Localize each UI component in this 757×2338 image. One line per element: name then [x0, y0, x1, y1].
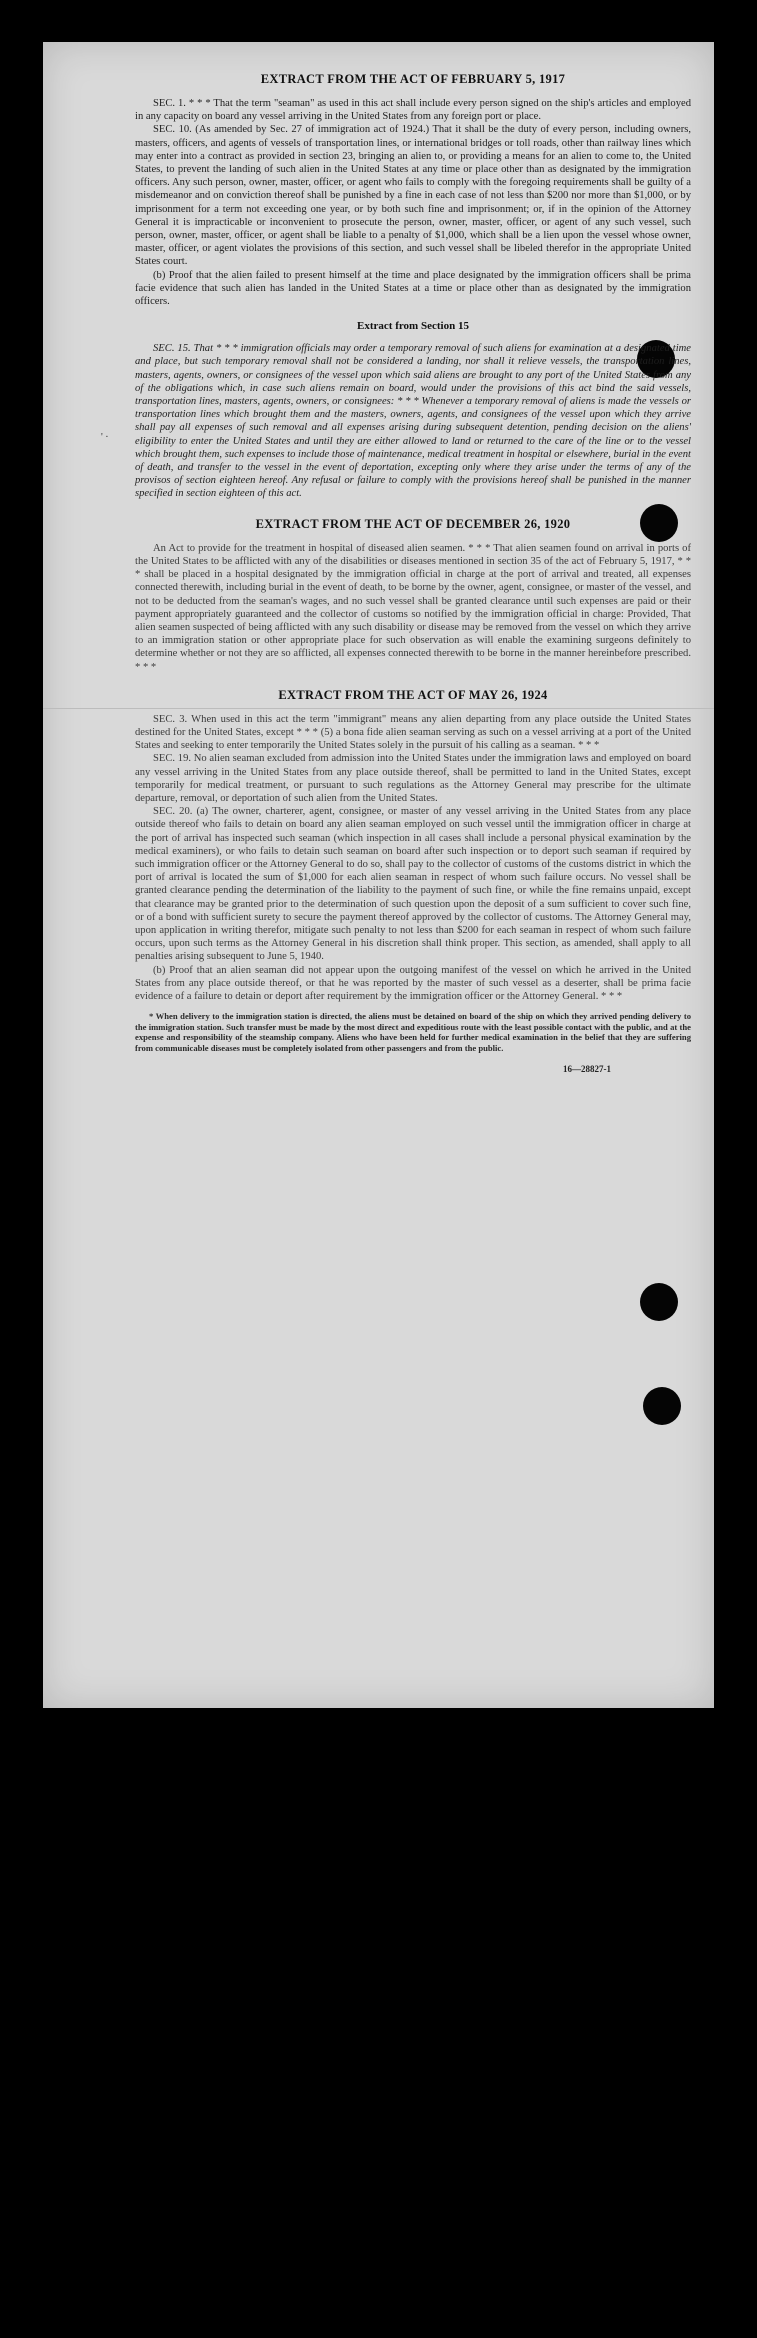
paragraph: (b) Proof that the alien failed to present himself at the time and place designated by the immigration officers shall be prima facie evidence that such alien has landed in the United States at a time or place other than as designated by the immigration officers.: [135, 269, 691, 308]
paragraph: (b) Proof that an alien seaman did not appear upon the outgoing manifest of the vessel on which he arrived in the United States from any place outside thereof, or that he was reported by the master of such vessel as a deserter, shall be prima facie evidence of a failure to detain or deport after requirement by the immigration officer or the Attorney General. * * *: [135, 964, 691, 1002]
paragraph: SEC. 10. (As amended by Sec. 27 of immigration act of 1924.) That it shall be the duty of every person, including owners, masters, officers, and agents of vessels of transportation lines, or international bridges or toll roads, other than railway lines which may enter into a contract as provided in section 23, bringing an alien to, or providing a means for an alien to come to, the United States, to prevent the landing of such alien in the United States at any time or place other than as designated by the immigration officers. Any such person, owner, master, officer, or agent who fails to comply with the foregoing requirements shall be guilty of a misdemeanor and on conviction thereof shall be punished by a fine in each case of not less than $200 nor more than $1,000, or by imprisonment for a term not exceeding one year, or by both such fine and imprisonment; or, if in the opinion of the Attorney General it is impracticable or inconvenient to prosecute the person, owner, master, officer, or agent of any such vessel, such person, owner, master, officer, or agent shall be liable to a penalty of $1,000, which shall be a lien upon the vessel whose owner, master, officer, or agent violates the provisions of this section, and such vessel shall be libeled therefor in the appropriate United States court.: [135, 124, 691, 268]
paragraph: SEC. 15. That * * * immigration officials may order a temporary removal of such aliens for examination at a designated time and place, but such temporary removal shall not be considered a landing, nor shall it relieve vessels, the transportation lines, masters, agents, owners, or consignees of the vessel upon which said aliens are brought to any port of the United States from any of the obligations which, in case such aliens remain on board, would under the provisions of this act bind the said vessels, transportation lines, masters, agents, owners, or consignees: * * * Whenever a temporary removal of aliens is made the vessels or transportation lines which brought them and the masters, owners, agents, and consignees of the vessel upon which they arrive shall pay all expenses of such removal and all expenses arising during subsequent detention, pending decision on the aliens' eligibility to enter the United States and until they are either allowed to land or returned to the care of the line or to the vessel which brought them, such expenses to include those of maintenance, medical treatment in hospital or elsewhere, burial in the event of death, and transfer to the vessel in the event of deportation, excepting only where they arise under the terms of any of the provisos of section eighteen hereof. Any refusal or failure to comply with the provisions hereof shall be punished in the manner specified in section eighteen of this act.: [135, 343, 691, 500]
section-heading: EXTRACT FROM THE ACT OF MAY 26, 1924: [278, 687, 548, 702]
document-body: [135, 66, 691, 1074]
section-15-extract: [135, 342, 691, 500]
form-code: 16—28827-1: [563, 1063, 611, 1074]
paragraph: An Act to provide for the treatment in hospital of diseased alien seamen. * * * That alien seamen found on arrival in ports of the United States to be afflicted with any of the disabilities or diseases mentioned in section 35 of the act of February 5, 1917, * * * shall be placed in a hospital designated by the immigration official in charge at the port of arrival and treated, all expenses connected therewith, including burial in the event of death, to be borne by the owner, agent, consignee, or master of the vessel, and not to be deducted from the seaman's wages, and no such vessel shall be granted clearance until such expenses are paid or their payment appropriately guaranteed and the collector of customs so notified by the immigration official in charge: Provided, That alien seamen suspected of being afflicted with any such disability or disease may be removed from the vessel on which they arrive to an immigration station or other appropriate place for such observation as will enable the examining surgeons definitely to determine whether or not they are so afflicted, all expenses connected therewith to be borne in the manner hereinbefore prescribed. * * *: [135, 542, 691, 673]
section-may-1924: [135, 713, 691, 1003]
section-subheading: Extract from Section 15: [357, 320, 469, 333]
paragraph: SEC. 19. No alien seaman excluded from admission into the United States under the immigration laws and employed on board any vessel arriving in the United States from any place outside thereof, shall be permitted to land in the United States, except temporarily for medical treatment, or pursuant to such regulations as the Attorney General may prescribe for the ultimate departure, removal, or deportation of such alien from the United States.: [135, 753, 691, 804]
section-feb-1917: [135, 97, 691, 308]
punch-hole: [640, 1283, 678, 1321]
document-page: [43, 42, 714, 1708]
scan-mark: ' ·: [101, 432, 109, 443]
section-heading: EXTRACT FROM THE ACT OF DECEMBER 26, 1920: [255, 516, 571, 531]
punch-hole: [643, 1387, 681, 1425]
paragraph: SEC. 1. * * * That the term "seaman" as used in this act shall include every person signed on the ship's articles and employed in any capacity on board any vessel arriving in the United States from any foreign port or place.: [135, 98, 691, 123]
section-heading: EXTRACT FROM THE ACT OF FEBRUARY 5, 1917: [260, 72, 566, 86]
paragraph: SEC. 3. When used in this act the term "immigrant" means any alien departing from any place outside the United States destined for the United States, except * * * (5) a bona fide alien seaman serving as such on a vessel arriving at a port of the United States and seeking to enter temporarily the United States solely in the pursuit of his calling as a seaman. * * *: [135, 713, 691, 752]
paragraph: SEC. 20. (a) The owner, charterer, agent, consignee, or master of any vessel arriving in the United States from any place outside thereof who fails to detain on board any alien seaman employed on such vessel until the immigration officer in charge at the port of arrival has inspected such seaman (which inspection in all cases shall include a personal physical examination by the medical examiners), or who fails to detain such seaman on board after such inspection or to deport such seaman if required by such immigration officer or the Attorney General to do so, shall pay to the collector of customs of the customs district in which the port of arrival is located the sum of $1,000 for each alien seaman in respect of whom such failure occurs. No vessel shall be granted clearance pending the determination of the liability to the payment of such fine, or while the fine remains unpaid, except that clearance may be granted prior to the determination of such question upon the deposit of a sum sufficient to cover such fine, or of a bond with sufficient surety to secure the payment thereof approved by the collector of customs. The Attorney General may, upon application in writing therefor, mitigate such penalty to not less than $200 for each seaman in respect of whom such failure occurs, upon such terms as the Attorney General in his discretion shall think proper. This section, as amended, shall apply to all penalties arising subsequent to June 5, 1940.: [135, 806, 691, 963]
footnote: * When delivery to the immigration station is directed, the aliens must be detained on board of the ship on which they arrived pending delivery to the immigration station. Such transfer must be made by the most direct and expeditious route with the least possible contact with the public, and at the expense and responsibility of the steamship company. Aliens who have been held for further medical examination in the belief that they are suffering from communicable diseases must be completely isolated from other passengers and from the public.: [135, 1011, 691, 1053]
section-dec-1920: [135, 542, 691, 674]
